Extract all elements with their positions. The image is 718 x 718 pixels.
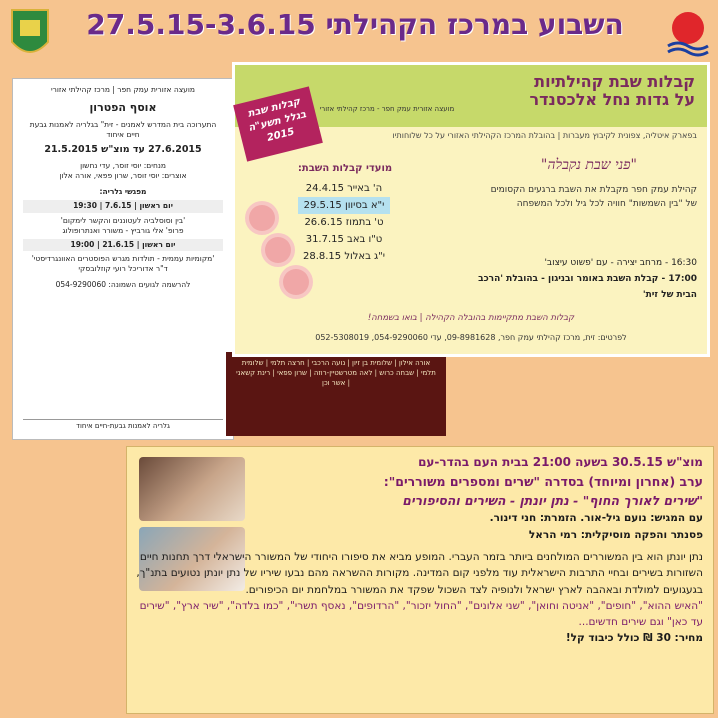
event-date-line: מוצ"ש 30.5.15 בשעה 21:00 בבית העם בהדר-עם <box>418 455 703 469</box>
meeting-1-desc: 'בין וסוסלביה לעטוננים והקשר לימקום' <box>60 215 186 225</box>
event-music-line: פסנתר והפקה מוסיקלית: רמי הראל <box>528 528 703 541</box>
community-center-logo-icon <box>662 4 714 60</box>
exhibition-title: אוסף הפטרון <box>89 101 157 115</box>
event-description-block <box>135 549 703 647</box>
artists-names-strip <box>226 352 446 436</box>
shabbat-title-line-2: על גדות נחל אלכסנדר <box>529 90 695 110</box>
shabbat-footer-tagline: קבלות השבת מתקיימות בהובלה הקהילה | בואו בשמחה! <box>367 313 575 323</box>
shabbat-poster <box>232 62 710 357</box>
exhibition-dates: 27.6.2015 עד מוצ"ש 21.5.2015 <box>44 144 202 156</box>
exhibition-curators: אוצרים: יוסי זוסר, שרון פפאי, אורה אלון <box>59 171 187 181</box>
exhibition-org: מועצה אזורית עמק חפר | מרכז קהילתי אזורי <box>50 85 196 94</box>
shabbat-date-5: י"ג באלול 28.8.15 <box>302 251 386 262</box>
event-series-line: ערב (אחרון ומיוחד) בסדרה "שרים ומספרים משוררים": <box>383 473 703 489</box>
flower-icon <box>249 205 275 231</box>
meeting-row-1: יום ראשון | 7.6.15 | 19:30 <box>23 200 223 212</box>
hefer-valley-emblem-icon <box>8 6 52 62</box>
event-presenter-line: עם המגיש: נועם גיל-אור. הזמרת: חני דינור. <box>489 512 703 525</box>
exhibition-subtitle: התערוכה בית המדרש לאמנים - זית" בגלריה לאמנות גבעת חיים איחוד <box>29 119 217 140</box>
meeting-1-by: פרופ' אלי גורביץ - משורר ואנתרופולוג <box>62 225 184 235</box>
presenter-photo <box>139 457 245 521</box>
schedule-item-2: 17:00 - קבלת השבת באומר ובניגון - בהובלת 'הרכב הבית של זית' <box>478 274 697 301</box>
shabbat-badge: קבלות שבת בגלל תשע"ה 2015 <box>233 86 323 161</box>
shabbat-schedule <box>467 255 697 304</box>
exhibition-contact: להרשמה לגועים השמונה: 054-9290060 <box>55 280 191 290</box>
shabbat-footer-contact: לפרטים: זית, מרכז קהילתי עמק חפר, 09-8981628, עדי 054-9290060, 052-5308019 <box>315 333 627 342</box>
meeting-2-by: ד"ר אדוריכל רועי קוזלובסקי <box>78 264 168 274</box>
shabbat-script: "פני שבת נקבלה" <box>540 157 637 173</box>
event-title-line: "שירים לאורך החוף" - נתן יונתן - השירים והסיפורים <box>402 492 703 508</box>
shabbat-date-1: ה' באייר 24.4.15 <box>305 183 383 194</box>
flower-icon <box>265 237 291 263</box>
meeting-row-2: יום ראשון | 21.6.15 | 19:00 <box>23 239 223 251</box>
event-header-text <box>248 453 703 543</box>
event-songs: "האיש ההוא", "חופים", "אניטה וחואן", "שני אלונים", "החול יזכור", "הרדופים", נאסף תשרי", "כמו בלדה", "שיר ארץ", "שירים עד כאן" וגם שירים חדשים... <box>139 599 703 629</box>
artists-names: אורה אילון | שלומית בן זיון | נועה הרכבי | חרצה תלמי | שלומית תלמי | שבחה כרוש | לאה מטרשטיין-רוזה | שרון פפאי | רינת קשאני | אשר וכן <box>236 359 436 388</box>
exhibition-poster <box>12 78 234 440</box>
meeting-2-desc: 'מקומיות עממית - תולדות מגרש הפוסטרים האוונגרדיסטי' <box>31 253 215 263</box>
exhibition-meetings: מפגשי גלריה: <box>99 187 147 197</box>
page-title: השבוע במרכז הקהילתי 27.5.15-3.6.15 <box>86 8 624 41</box>
exhibition-artists: מנחים: יוסי זוסר, עדי נחשון <box>80 161 166 171</box>
schedule-item-1: 16:30 - מרחב יצירה - עם 'פשוט עיצוב' <box>544 258 697 268</box>
shabbat-body: קהילת עמק חפר מקבלת את השבת ברגעים הקסומים של "בין השמשות" חוויה לכל גיל ולכל המשפחה <box>490 185 697 210</box>
event-price: מחיר: 30 ₪ כולל כיבוד קל! <box>565 632 703 645</box>
shabbat-dates-title: מועדי קבלות השבת: <box>297 163 393 174</box>
shabbat-dates-list <box>269 180 419 265</box>
event-box <box>126 446 714 714</box>
event-description: נתן יונתן הוא בין המשוררים המולחנים ביותר בזמר העברי. המופע מביא את סיפורו היחודי של המשורר הישראלי דרך תחנות חיים השזורות בשירים ובחיי התרבות הישראלית עוד מלפני קום המדינה. מקורות ההשראה מהם נבעו שיריו של נתן יונתן נטועים בתנ"ך, בגעגועים למולדת ובאהבה לארץ ישראל ולנופיה לצד השכול שפקד את המשורר במלחמת יום הכיפורים. <box>136 551 703 596</box>
shabbat-date-3: ט' בתמוז 26.6.15 <box>304 217 384 228</box>
flower-icon <box>283 269 309 295</box>
shabbat-poster-title <box>465 73 695 110</box>
exhibition-footer: גלריה לאמנות גבעת-חיים איחוד <box>23 419 223 431</box>
shabbat-date-4: ט"ו באב 31.7.15 <box>305 234 383 245</box>
shabbat-title-line-1: קבלות שבת קהילתיות <box>534 72 695 91</box>
shabbat-date-2-highlight: י"א בסיוון 29.5.15 <box>298 197 391 214</box>
shabbat-org: מועצה אזורית עמק חפר - מרכז קהילתי אזורי <box>319 105 455 113</box>
shabbat-sub: בפארק איטליה, צפונית לקיבוץ מעברות | בהובלת המרכז הקהילתי האזורי על כל שלוחותיו <box>392 131 697 140</box>
